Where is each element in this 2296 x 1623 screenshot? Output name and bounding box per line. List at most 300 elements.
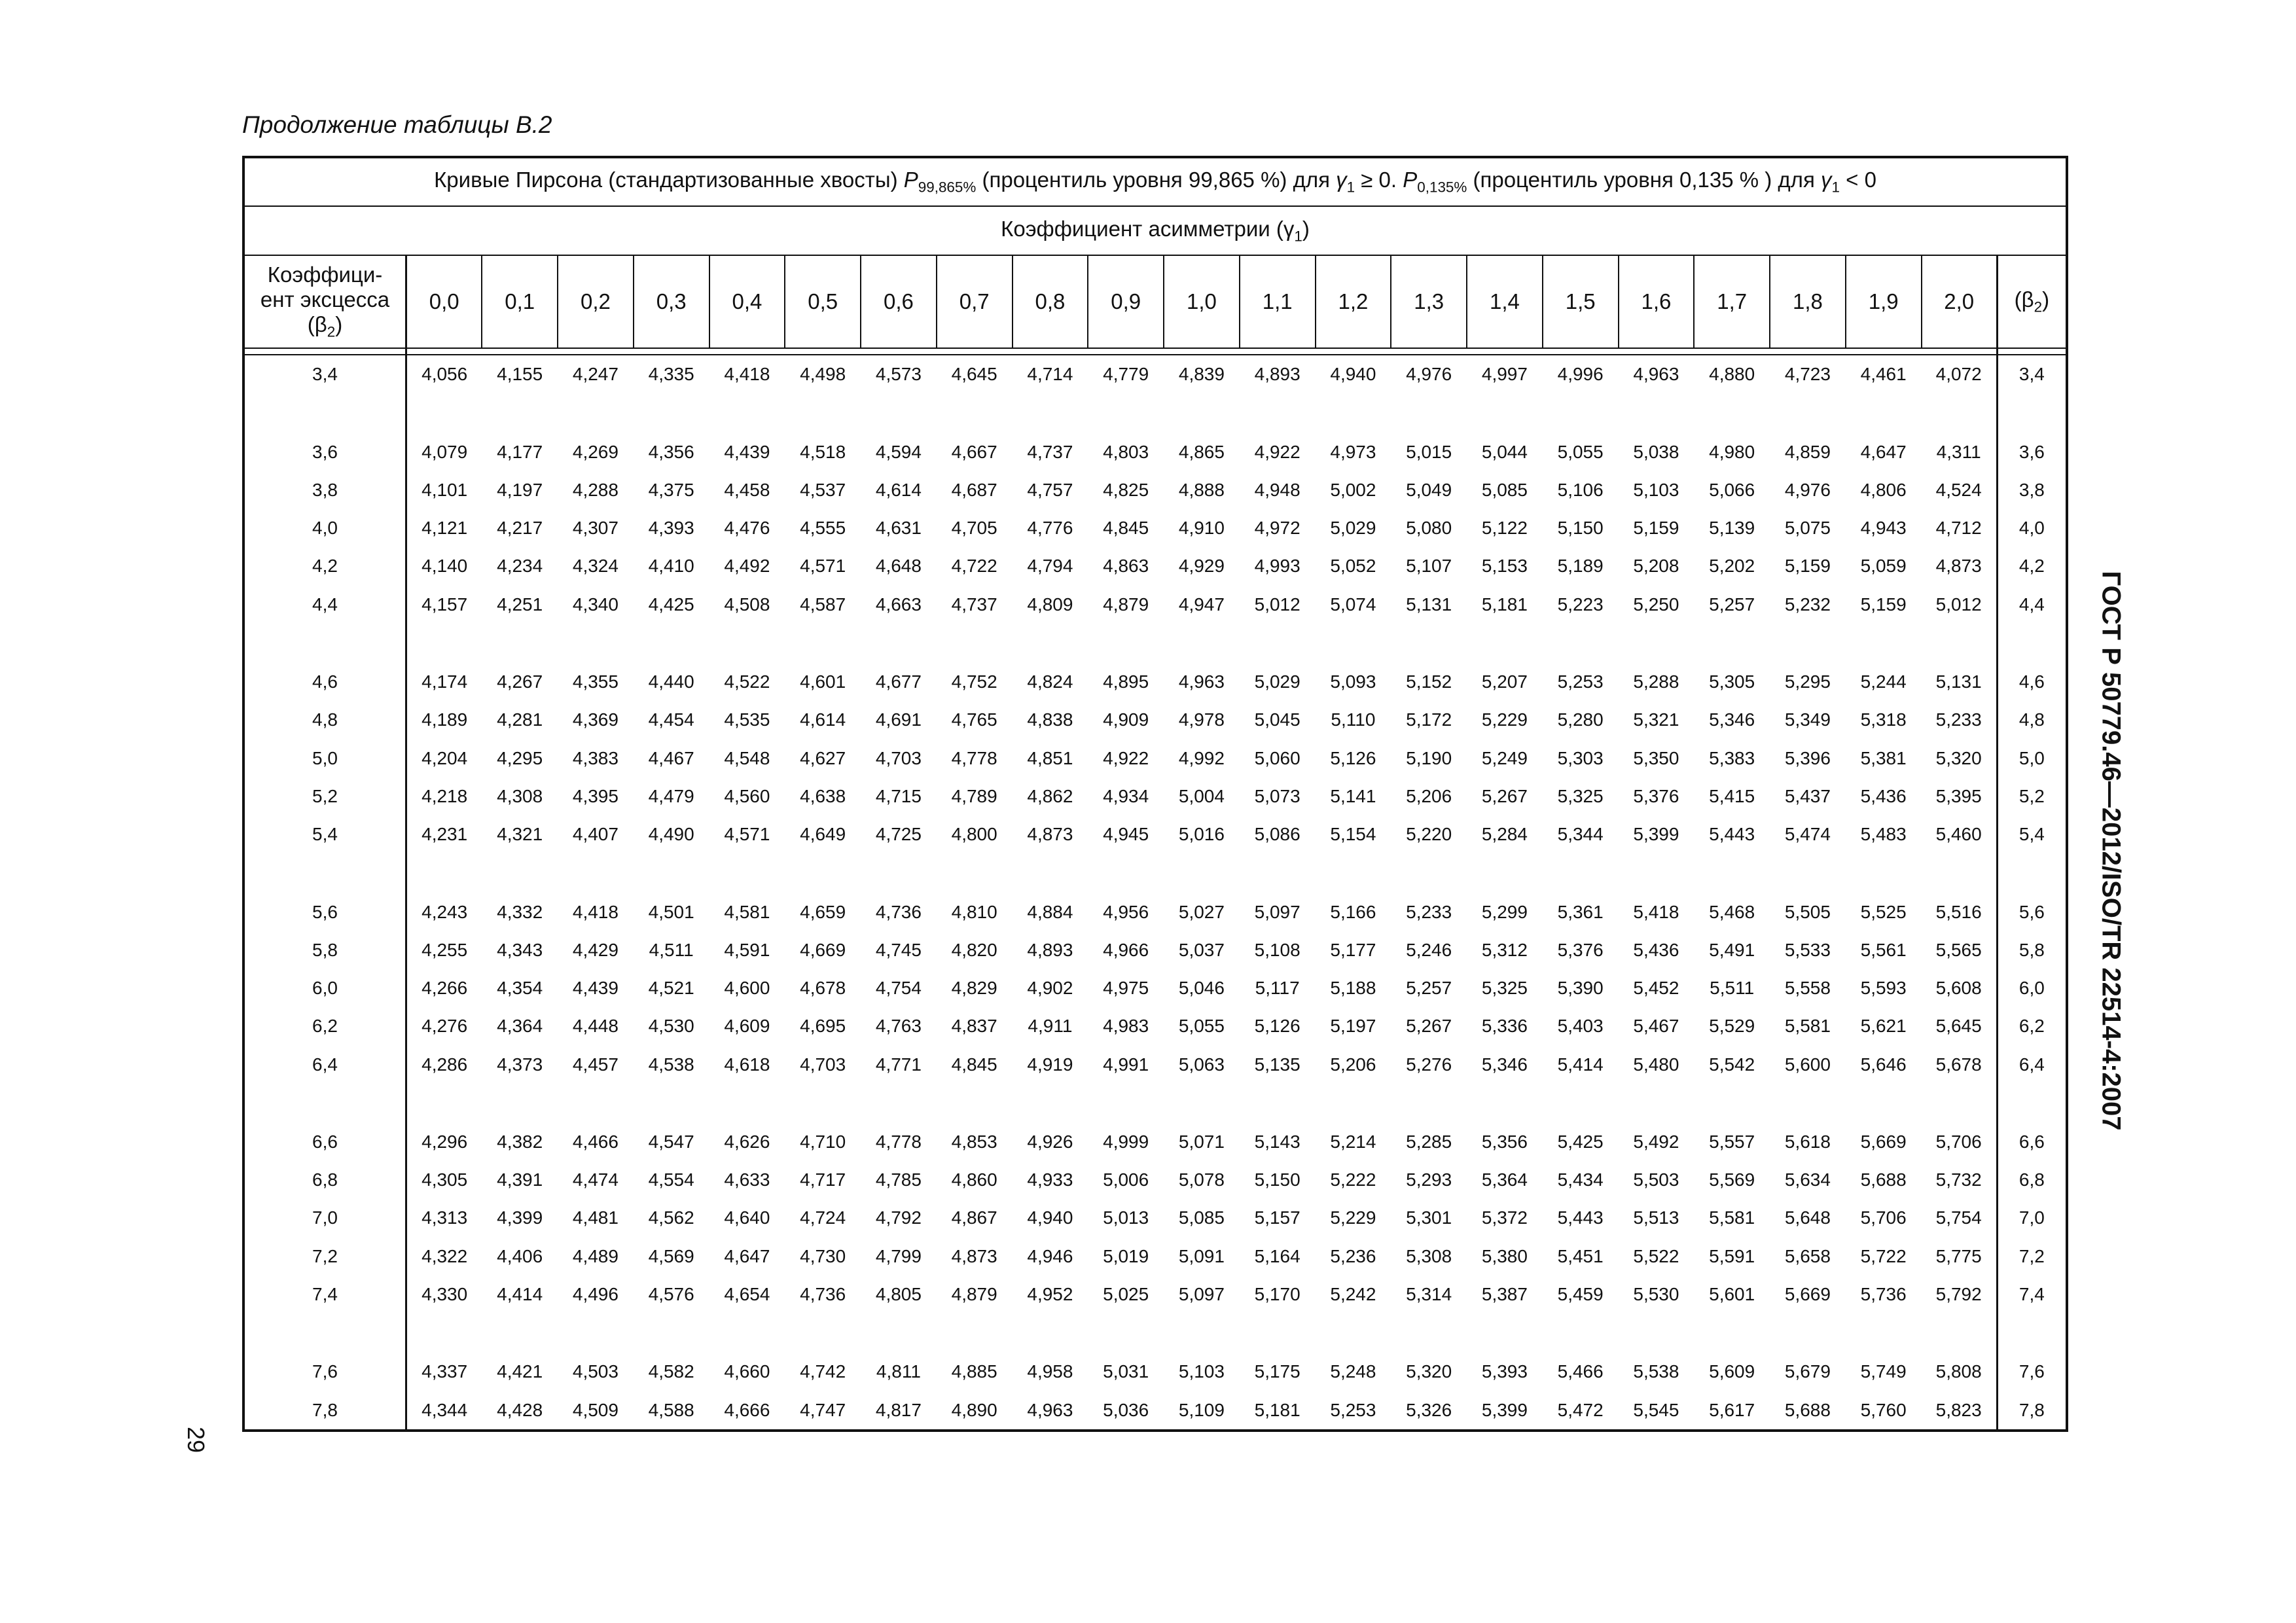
value-cell: 5,170: [1254, 1283, 1300, 1304]
value-cell: 4,677: [875, 671, 922, 692]
value-cell: 5,376: [1557, 939, 1604, 960]
beta-cell-right: 6,6: [1997, 1123, 2066, 1161]
value-cell: 4,799: [875, 1245, 922, 1266]
value-cell: 5,135: [1254, 1054, 1300, 1075]
value-cell: 4,976: [1406, 364, 1452, 385]
value-cell: 5,415: [1709, 785, 1755, 806]
beta-cell: 3,6: [245, 433, 406, 471]
value-cell: 5,044: [1481, 441, 1528, 462]
value-cell: 4,911: [1028, 1016, 1073, 1037]
value-cell: 5,075: [1784, 518, 1831, 539]
value-cell: 5,591: [1709, 1245, 1755, 1266]
gamma-header-cell: 0,6: [861, 255, 937, 349]
value-cell: 5,097: [1254, 901, 1300, 922]
value-cell: 4,863: [1103, 556, 1149, 577]
value-cell: 4,794: [1027, 556, 1073, 577]
value-cell: 4,204: [422, 747, 468, 768]
gamma-header-cell: 1,7: [1694, 255, 1770, 349]
table-row: [245, 471, 2066, 509]
value-cell: 4,742: [800, 1361, 846, 1382]
beta-cell: 5,4: [245, 815, 406, 853]
value-cell: 4,255: [422, 939, 468, 960]
value-cell: 4,645: [951, 364, 997, 385]
value-cell: 5,253: [1330, 1399, 1376, 1420]
value-cell: 4,776: [1027, 518, 1073, 539]
beta-cell-right: 3,4: [1997, 355, 2066, 393]
value-cell: 5,320: [1406, 1361, 1452, 1382]
gamma-header-cell: 0,0: [406, 255, 482, 349]
value-cell: 5,233: [1406, 901, 1452, 922]
value-cell: 5,792: [1935, 1283, 1982, 1304]
row-gap: [245, 624, 2066, 663]
value-cell: 5,314: [1406, 1283, 1452, 1304]
table-row: [245, 1199, 2066, 1237]
value-cell: 5,073: [1254, 785, 1300, 806]
value-cell: 4,778: [951, 747, 997, 768]
value-cell: 4,865: [1178, 441, 1225, 462]
value-cell: 5,220: [1406, 824, 1452, 845]
value-cell: 5,565: [1935, 939, 1982, 960]
value-cell: 4,548: [724, 747, 770, 768]
value-cell: 4,647: [1860, 441, 1907, 462]
value-cell: 5,474: [1784, 824, 1831, 845]
value-cell: 5,396: [1784, 747, 1831, 768]
value-cell: 4,715: [875, 785, 922, 806]
value-cell: 5,321: [1633, 709, 1679, 730]
value-cell: 5,443: [1709, 824, 1755, 845]
value-cell: 4,845: [951, 1054, 997, 1075]
value-cell: 4,571: [800, 556, 846, 577]
value-cell: 4,754: [875, 978, 922, 999]
value-cell: 4,910: [1178, 518, 1225, 539]
value-cell: 4,492: [724, 556, 770, 577]
gamma-header-cell: 1,8: [1770, 255, 1846, 349]
value-cell: 4,079: [422, 441, 468, 462]
value-cell: 5,303: [1557, 747, 1604, 768]
gamma-header-cell: 0,5: [785, 255, 861, 349]
value-cell: 4,922: [1254, 441, 1300, 462]
value-cell: 5,706: [1935, 1132, 1982, 1152]
value-cell: 4,479: [648, 785, 694, 806]
value-cell: 4,286: [422, 1054, 468, 1075]
value-cell: 4,649: [800, 824, 846, 845]
beta-cell-right: 7,2: [1997, 1238, 2066, 1275]
value-cell: 4,311: [1936, 441, 1981, 462]
beta-cell-right: 5,0: [1997, 740, 2066, 777]
value-cell: 4,218: [422, 785, 468, 806]
value-cell: 4,466: [572, 1132, 619, 1152]
value-cell: 5,059: [1860, 556, 1907, 577]
value-cell: 5,117: [1255, 978, 1300, 999]
value-cell: 5,109: [1178, 1399, 1225, 1420]
value-cell: 5,257: [1406, 978, 1452, 999]
value-cell: 5,530: [1633, 1283, 1679, 1304]
value-cell: 4,710: [800, 1132, 846, 1152]
value-cell: 4,851: [1027, 747, 1073, 768]
value-cell: 4,806: [1860, 480, 1907, 501]
value-cell: 4,356: [648, 441, 694, 462]
value-cell: 4,581: [724, 901, 770, 922]
beta-cell: 4,0: [245, 509, 406, 547]
value-cell: 4,399: [497, 1207, 543, 1228]
value-cell: 5,480: [1633, 1054, 1679, 1075]
value-cell: 4,792: [875, 1207, 922, 1228]
value-cell: 4,295: [497, 747, 543, 768]
value-cell: 4,691: [875, 709, 922, 730]
value-cell: 4,354: [497, 978, 543, 999]
value-cell: 4,569: [648, 1245, 694, 1266]
value-cell: 4,313: [422, 1207, 468, 1228]
value-cell: 4,867: [951, 1207, 997, 1228]
value-cell: 4,712: [1935, 518, 1982, 539]
value-cell: 4,879: [951, 1283, 997, 1304]
value-cell: 5,617: [1709, 1399, 1755, 1420]
value-cell: 5,609: [1709, 1361, 1755, 1382]
value-cell: 5,320: [1935, 747, 1982, 768]
value-cell: 5,399: [1481, 1399, 1528, 1420]
value-cell: 5,249: [1481, 747, 1528, 768]
value-cell: 4,490: [648, 824, 694, 845]
value-cell: 4,648: [875, 556, 922, 577]
value-cell: 5,016: [1178, 824, 1225, 845]
gamma-header-cell: 0,2: [558, 255, 634, 349]
value-cell: 5,181: [1481, 594, 1528, 615]
value-cell: 5,091: [1178, 1245, 1225, 1266]
gamma-header-cell: 1,5: [1543, 255, 1619, 349]
value-cell: 5,538: [1633, 1361, 1679, 1382]
value-cell: 4,724: [800, 1207, 846, 1228]
value-cell: 4,594: [875, 441, 922, 462]
gamma-header-cell: 1,6: [1619, 255, 1695, 349]
beta-cell: 3,8: [245, 471, 406, 509]
value-cell: 4,476: [724, 518, 770, 539]
value-cell: 5,533: [1784, 939, 1831, 960]
value-cell: 4,288: [572, 480, 619, 501]
value-cell: 4,140: [422, 556, 468, 577]
value-cell: 5,029: [1254, 671, 1300, 692]
value-cell: 4,805: [875, 1283, 922, 1304]
value-cell: 4,503: [572, 1361, 619, 1382]
table-row: [245, 509, 2066, 547]
gamma-header-cell: 0,7: [937, 255, 1013, 349]
value-cell: 5,376: [1633, 785, 1679, 806]
gamma-header-cell: 0,4: [709, 255, 785, 349]
value-cell: 5,754: [1935, 1207, 1982, 1228]
table-row: [245, 931, 2066, 969]
value-cell: 5,103: [1633, 480, 1679, 501]
value-cell: 4,703: [875, 747, 922, 768]
value-cell: 4,511: [649, 939, 694, 960]
value-cell: 4,736: [875, 901, 922, 922]
value-cell: 5,046: [1178, 978, 1225, 999]
value-cell: 5,052: [1330, 556, 1376, 577]
value-cell: 4,747: [800, 1399, 846, 1420]
value-cell: 5,031: [1103, 1361, 1149, 1382]
value-cell: 5,085: [1178, 1207, 1225, 1228]
beta-cell-right: 7,8: [1997, 1391, 2066, 1429]
value-cell: 4,296: [422, 1132, 468, 1152]
beta-cell: 4,8: [245, 701, 406, 739]
beta-cell: 5,8: [245, 931, 406, 969]
value-cell: 4,885: [951, 1361, 997, 1382]
value-cell: 5,206: [1406, 785, 1452, 806]
value-cell: 5,139: [1709, 518, 1755, 539]
value-cell: 4,373: [497, 1054, 543, 1075]
value-cell: 4,940: [1027, 1207, 1073, 1228]
value-cell: 5,395: [1935, 785, 1982, 806]
value-cell: 5,503: [1633, 1169, 1679, 1190]
value-cell: 4,926: [1027, 1132, 1073, 1152]
value-cell: 4,978: [1178, 709, 1225, 730]
value-cell: 4,837: [951, 1016, 997, 1037]
value-cell: 5,372: [1481, 1207, 1528, 1228]
value-cell: 5,181: [1254, 1399, 1300, 1420]
value-cell: 4,614: [875, 480, 922, 501]
value-cell: 4,922: [1103, 747, 1149, 768]
value-cell: 4,509: [572, 1399, 619, 1420]
value-cell: 5,172: [1406, 709, 1452, 730]
value-cell: 4,947: [1178, 594, 1225, 615]
value-cell: 4,322: [422, 1245, 468, 1266]
table-row: [245, 355, 2066, 393]
gamma-header-cell: 1,4: [1467, 255, 1543, 349]
value-cell: 5,126: [1330, 747, 1376, 768]
value-cell: 4,771: [875, 1054, 922, 1075]
value-cell: 4,571: [724, 824, 770, 845]
value-cell: 5,025: [1103, 1283, 1149, 1304]
gamma-header-cell: 1,3: [1391, 255, 1467, 349]
value-cell: 4,972: [1254, 518, 1300, 539]
value-cell: 4,845: [1103, 518, 1149, 539]
value-cell: 5,202: [1709, 556, 1755, 577]
value-cell: 5,074: [1330, 594, 1376, 615]
value-cell: 4,631: [875, 518, 922, 539]
value-cell: 5,308: [1406, 1245, 1452, 1266]
value-cell: 4,811: [876, 1361, 921, 1382]
value-cell: 4,344: [422, 1399, 468, 1420]
value-cell: 4,305: [422, 1169, 468, 1190]
beta-cell-right: 5,8: [1997, 931, 2066, 969]
value-cell: 4,251: [497, 594, 543, 615]
value-cell: 5,483: [1860, 824, 1907, 845]
value-cell: 5,190: [1406, 747, 1452, 768]
value-cell: 4,991: [1103, 1054, 1149, 1075]
row-gap: [245, 1313, 2066, 1353]
gamma-header-cell: 1,2: [1316, 255, 1391, 349]
value-cell: 5,242: [1330, 1283, 1376, 1304]
value-cell: 4,778: [875, 1132, 922, 1152]
value-cell: 4,308: [497, 785, 543, 806]
value-cell: 5,029: [1330, 518, 1376, 539]
value-cell: 4,524: [1935, 480, 1982, 501]
value-cell: 4,618: [724, 1054, 770, 1075]
value-cell: 5,004: [1178, 785, 1225, 806]
value-cell: 4,714: [1027, 364, 1073, 385]
beta-cell: 4,4: [245, 586, 406, 624]
gamma-header-cell: 0,3: [634, 255, 709, 349]
value-cell: 4,281: [497, 709, 543, 730]
value-cell: 5,080: [1406, 518, 1452, 539]
value-cell: 5,688: [1860, 1169, 1907, 1190]
value-cell: 5,736: [1860, 1283, 1907, 1304]
beta-cell: 6,0: [245, 969, 406, 1007]
value-cell: 4,454: [648, 709, 694, 730]
value-cell: 4,933: [1027, 1169, 1073, 1190]
value-cell: 5,103: [1178, 1361, 1225, 1382]
value-cell: 5,154: [1330, 824, 1376, 845]
value-cell: 5,468: [1709, 901, 1755, 922]
table-row: [245, 893, 2066, 931]
value-cell: 5,390: [1557, 978, 1604, 999]
value-cell: 4,997: [1481, 364, 1528, 385]
beta-cell: 4,6: [245, 663, 406, 701]
value-cell: 5,808: [1935, 1361, 1982, 1382]
value-cell: 5,525: [1860, 901, 1907, 922]
value-cell: 4,809: [1027, 594, 1073, 615]
value-cell: 4,800: [951, 824, 997, 845]
value-cell: 5,060: [1254, 747, 1300, 768]
value-cell: 4,197: [497, 480, 543, 501]
value-cell: 4,963: [1178, 671, 1225, 692]
value-cell: 5,558: [1784, 978, 1831, 999]
value-cell: 4,945: [1103, 824, 1149, 845]
value-cell: 5,045: [1254, 709, 1300, 730]
value-cell: 4,895: [1103, 671, 1149, 692]
value-cell: 5,383: [1709, 747, 1755, 768]
value-cell: 5,434: [1557, 1169, 1604, 1190]
value-cell: 5,107: [1406, 556, 1452, 577]
value-cell: 4,817: [875, 1399, 922, 1420]
value-cell: 5,593: [1860, 978, 1907, 999]
value-cell: 5,529: [1709, 1016, 1755, 1037]
value-cell: 4,174: [422, 671, 468, 692]
value-cell: 5,248: [1330, 1361, 1376, 1382]
value-cell: 5,414: [1557, 1054, 1604, 1075]
beta-cell-right: 6,8: [1997, 1161, 2066, 1199]
value-cell: 5,293: [1406, 1169, 1452, 1190]
beta-cell-right: 4,8: [1997, 701, 2066, 739]
value-cell: 4,269: [572, 441, 619, 462]
value-cell: 4,838: [1027, 709, 1073, 730]
value-cell: 5,545: [1633, 1399, 1679, 1420]
value-cell: 4,763: [875, 1016, 922, 1037]
value-cell: 5,669: [1860, 1132, 1907, 1152]
value-cell: 5,364: [1481, 1169, 1528, 1190]
value-cell: 4,934: [1103, 785, 1149, 806]
value-cell: 5,581: [1709, 1207, 1755, 1228]
value-cell: 5,326: [1406, 1399, 1452, 1420]
value-cell: 5,436: [1860, 785, 1907, 806]
value-cell: 5,063: [1178, 1054, 1225, 1075]
value-cell: 5,557: [1709, 1132, 1755, 1152]
row-gap: [245, 393, 2066, 433]
value-cell: 4,337: [422, 1361, 468, 1382]
value-cell: 4,779: [1103, 364, 1149, 385]
value-cell: 5,159: [1784, 556, 1831, 577]
value-cell: 4,752: [951, 671, 997, 692]
value-cell: 5,581: [1784, 1016, 1831, 1037]
value-cell: 4,980: [1709, 441, 1755, 462]
value-cell: 5,222: [1330, 1169, 1376, 1190]
beta-cell: 5,2: [245, 777, 406, 815]
value-cell: 4,101: [422, 480, 468, 501]
table-title: Кривые Пирсона (стандартизованные хвосты) $P_{99,865\%}$ (процентиль уровня 99,865 %) для $\gamma_1 \ge 0$. $P_{0,135\%}$ (процентиль уровня 0,135 % ) для $\gamma_1 < 0$: [245, 158, 2066, 206]
value-cell: 5,002: [1330, 480, 1376, 501]
value-cell: 4,705: [951, 518, 997, 539]
table-row: [245, 586, 2066, 624]
value-cell: 4,627: [800, 747, 846, 768]
value-cell: 4,829: [951, 978, 997, 999]
value-cell: 4,231: [422, 824, 468, 845]
value-cell: 5,361: [1557, 901, 1604, 922]
value-cell: 4,467: [648, 747, 694, 768]
beta-cell-right: 4,4: [1997, 586, 2066, 624]
value-cell: 4,439: [572, 978, 619, 999]
value-cell: 4,663: [875, 594, 922, 615]
kurtosis-header: Коэффици- ент эксцесса $(\beta_2)$: [245, 255, 406, 349]
value-cell: 4,355: [572, 671, 619, 692]
value-cell: 4,157: [422, 594, 468, 615]
value-cell: 5,257: [1709, 594, 1755, 615]
value-cell: 5,250: [1633, 594, 1679, 615]
value-cell: 5,452: [1633, 978, 1679, 999]
value-cell: 4,177: [497, 441, 543, 462]
value-cell: 4,862: [1027, 785, 1073, 806]
page-number: 29: [183, 1427, 209, 1454]
value-cell: 5,491: [1709, 939, 1755, 960]
value-cell: 5,318: [1860, 709, 1907, 730]
value-cell: 4,943: [1860, 518, 1907, 539]
value-cell: 4,330: [422, 1283, 468, 1304]
value-cell: 4,695: [800, 1016, 846, 1037]
value-cell: 5,236: [1330, 1245, 1376, 1266]
value-cell: 5,522: [1633, 1245, 1679, 1266]
value-cell: 4,155: [497, 364, 543, 385]
value-cell: 4,340: [572, 594, 619, 615]
value-cell: 4,626: [724, 1132, 770, 1152]
value-cell: 5,288: [1633, 671, 1679, 692]
value-cell: 4,737: [1027, 441, 1073, 462]
value-cell: 4,243: [422, 901, 468, 922]
value-cell: 4,687: [951, 480, 997, 501]
value-cell: 5,159: [1633, 518, 1679, 539]
value-cell: 5,055: [1178, 1016, 1225, 1037]
value-cell: 5,085: [1481, 480, 1528, 501]
value-cell: 4,588: [648, 1399, 694, 1420]
value-cell: 4,266: [422, 978, 468, 999]
value-cell: 5,223: [1557, 594, 1604, 615]
value-cell: 4,522: [724, 671, 770, 692]
value-cell: 4,640: [724, 1207, 770, 1228]
gamma-header-cell: 1,1: [1240, 255, 1316, 349]
value-cell: 5,208: [1633, 556, 1679, 577]
value-cell: 4,993: [1254, 556, 1300, 577]
value-cell: 5,019: [1103, 1245, 1149, 1266]
value-cell: 4,382: [497, 1132, 543, 1152]
value-cell: 4,601: [800, 671, 846, 692]
value-cell: 5,569: [1709, 1169, 1755, 1190]
gamma-header-cell: 2,0: [1922, 255, 1998, 349]
value-cell: 4,448: [572, 1016, 619, 1037]
value-cell: 5,164: [1254, 1245, 1300, 1266]
value-cell: 4,498: [800, 364, 846, 385]
value-cell: 4,414: [497, 1283, 543, 1304]
beta-cell-right: 3,6: [1997, 433, 2066, 471]
value-cell: 4,508: [724, 594, 770, 615]
value-cell: 4,324: [572, 556, 619, 577]
value-cell: 4,976: [1784, 480, 1831, 501]
table-row: [245, 1123, 2066, 1161]
